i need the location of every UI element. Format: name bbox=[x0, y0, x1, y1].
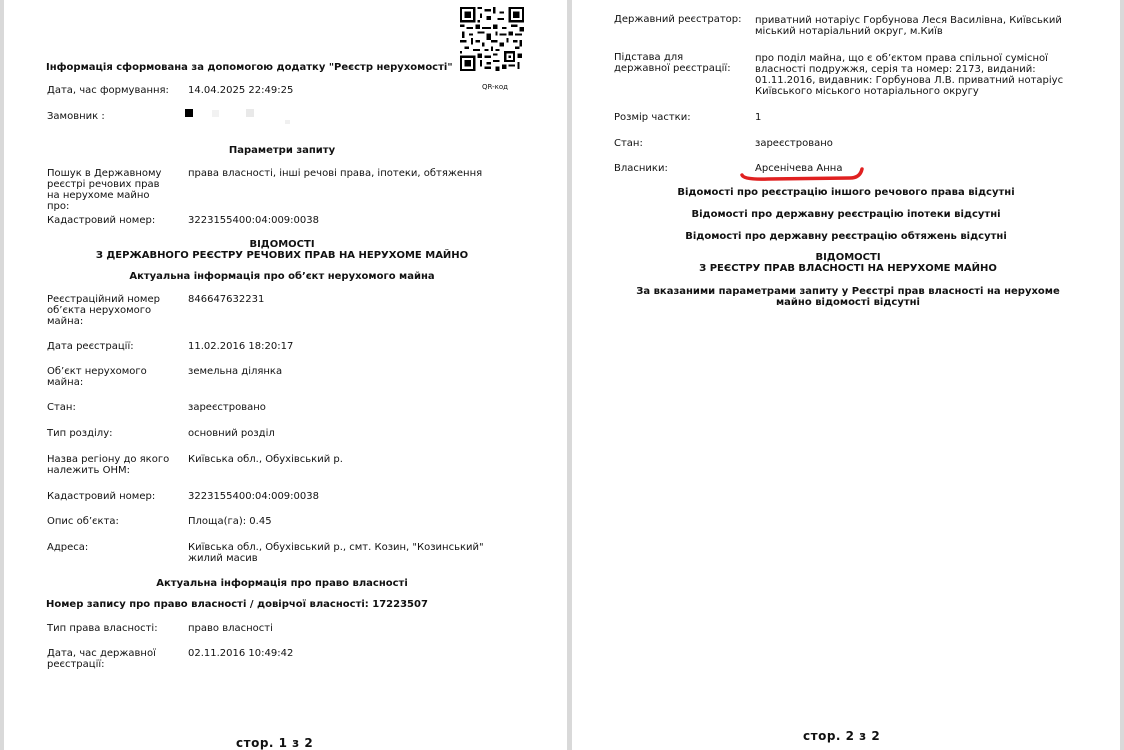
field-label: Адреса: bbox=[47, 542, 89, 553]
field-label: Об’єкт нерухомого майна: bbox=[47, 366, 147, 388]
reg-datetime-value: 02.11.2016 10:49:42 bbox=[188, 648, 294, 659]
share-value: 1 bbox=[755, 112, 762, 123]
field-value: Київська обл., Обухівський р., смт. Козин, "Козинський" жилий масив bbox=[188, 542, 484, 564]
field-label: Тип розділу: bbox=[47, 428, 113, 439]
owners-label: Власники: bbox=[614, 163, 668, 174]
field-value: Площа(га): 0.45 bbox=[188, 516, 272, 527]
registry-title-line2: З ДЕРЖАВНОГО РЕЄСТРУ РЕЧОВИХ ПРАВ НА НЕРУХОМЕ МАЙНО bbox=[95, 250, 469, 261]
field-label: Реєстраційний номер об’єкта нерухомого майна: bbox=[47, 294, 160, 327]
registrar-label: Державний реєстратор: bbox=[614, 14, 742, 25]
actual-right-title: Актуальна інформація про право власності bbox=[156, 578, 408, 589]
customer-redacted bbox=[185, 109, 305, 125]
document-page-2 bbox=[572, 0, 1120, 750]
field-value: 11.02.2016 18:20:17 bbox=[188, 341, 294, 352]
document-heading: Інформація сформована за допомогою додатку "Реєстр нерухомості" bbox=[46, 62, 453, 73]
not-found-message: За вказаними параметрами запиту у Реєстрі прав власності на нерухоме майно відомості відсутні bbox=[636, 286, 1060, 308]
owner-underline-mark bbox=[738, 165, 866, 185]
registry-title-line1: ВІДОМОСТІ bbox=[815, 252, 881, 263]
registrar-value: приватний нотаріус Горбунова Леся Василівна, Київський міський нотаріальний округ, м.Київ bbox=[755, 15, 1062, 37]
state-value: зареєстровано bbox=[755, 138, 833, 149]
field-label: Дата реєстрації: bbox=[47, 341, 134, 352]
field-value: 846647632231 bbox=[188, 294, 265, 305]
query-params-title: Параметри запиту bbox=[228, 145, 336, 156]
generated-label: Дата, час формування: bbox=[47, 85, 169, 96]
generated-value: 14.04.2025 22:49:25 bbox=[188, 85, 294, 96]
customer-label: Замовник : bbox=[47, 111, 105, 122]
document-page-1 bbox=[4, 0, 567, 750]
basis-value: про поділ майна, що є об’єктом права спільної сумісної власності подружжя, серія та номер: 2173, виданий: 01.11.2016, видавник: Горбунова Л.В. приватний нотаріус Київського міського нотаріального округу bbox=[755, 53, 1064, 97]
search-label: Пошук в Державному реєстрі речових прав на нерухоме майно про: bbox=[47, 168, 162, 212]
search-value: права власності, інші речові права, іпотеки, обтяження bbox=[188, 168, 483, 179]
field-value: 3223155400:04:009:0038 bbox=[188, 491, 319, 502]
owners-value: Арсенічева Анна bbox=[755, 163, 843, 174]
registry-title-line2: З РЕЄСТРУ ПРАВ ВЛАСНОСТІ НА НЕРУХОМЕ МАЙНО bbox=[699, 263, 997, 274]
field-value: основний розділ bbox=[188, 428, 275, 439]
no-encumbrance: Відомості про державну реєстрацію обтяжень відсутні bbox=[685, 231, 1007, 242]
right-type-value: право власності bbox=[188, 623, 273, 634]
no-mortgage: Відомості про державну реєстрацію іпотеки відсутні bbox=[691, 209, 1001, 220]
field-value: земельна ділянка bbox=[188, 366, 283, 377]
field-label: Назва регіону до якого належить ОНМ: bbox=[47, 454, 170, 476]
field-label: Стан: bbox=[47, 402, 76, 413]
state-label: Стан: bbox=[614, 138, 643, 149]
qr-caption: QR-код bbox=[482, 83, 508, 91]
page-number: стор. 2 з 2 bbox=[803, 729, 881, 743]
share-label: Розмір частки: bbox=[614, 112, 691, 123]
right-type-label: Тип права власності: bbox=[47, 623, 158, 634]
record-number-line: Номер запису про право власності / довірчої власності: 17223507 bbox=[46, 599, 428, 610]
cadastral-label: Кадастровий номер: bbox=[47, 215, 156, 226]
field-value: зареєстровано bbox=[188, 402, 266, 413]
field-label: Кадастровий номер: bbox=[47, 491, 156, 502]
no-other-rights: Відомості про реєстрацію іншого речового права відсутні bbox=[677, 187, 1015, 198]
basis-label: Підстава для державної реєстрації: bbox=[614, 52, 731, 74]
cadastral-value: 3223155400:04:009:0038 bbox=[188, 215, 319, 226]
page-number: стор. 1 з 2 bbox=[236, 736, 314, 750]
field-label: Опис об’єкта: bbox=[47, 516, 119, 527]
registry-title-line1: ВІДОМОСТІ bbox=[249, 239, 315, 250]
qr-code bbox=[460, 7, 524, 71]
field-value: Київська обл., Обухівський р. bbox=[188, 454, 343, 465]
actual-object-title: Актуальна інформація про об’єкт нерухомого майна bbox=[129, 271, 435, 282]
reg-datetime-label: Дата, час державної реєстрації: bbox=[47, 648, 156, 670]
